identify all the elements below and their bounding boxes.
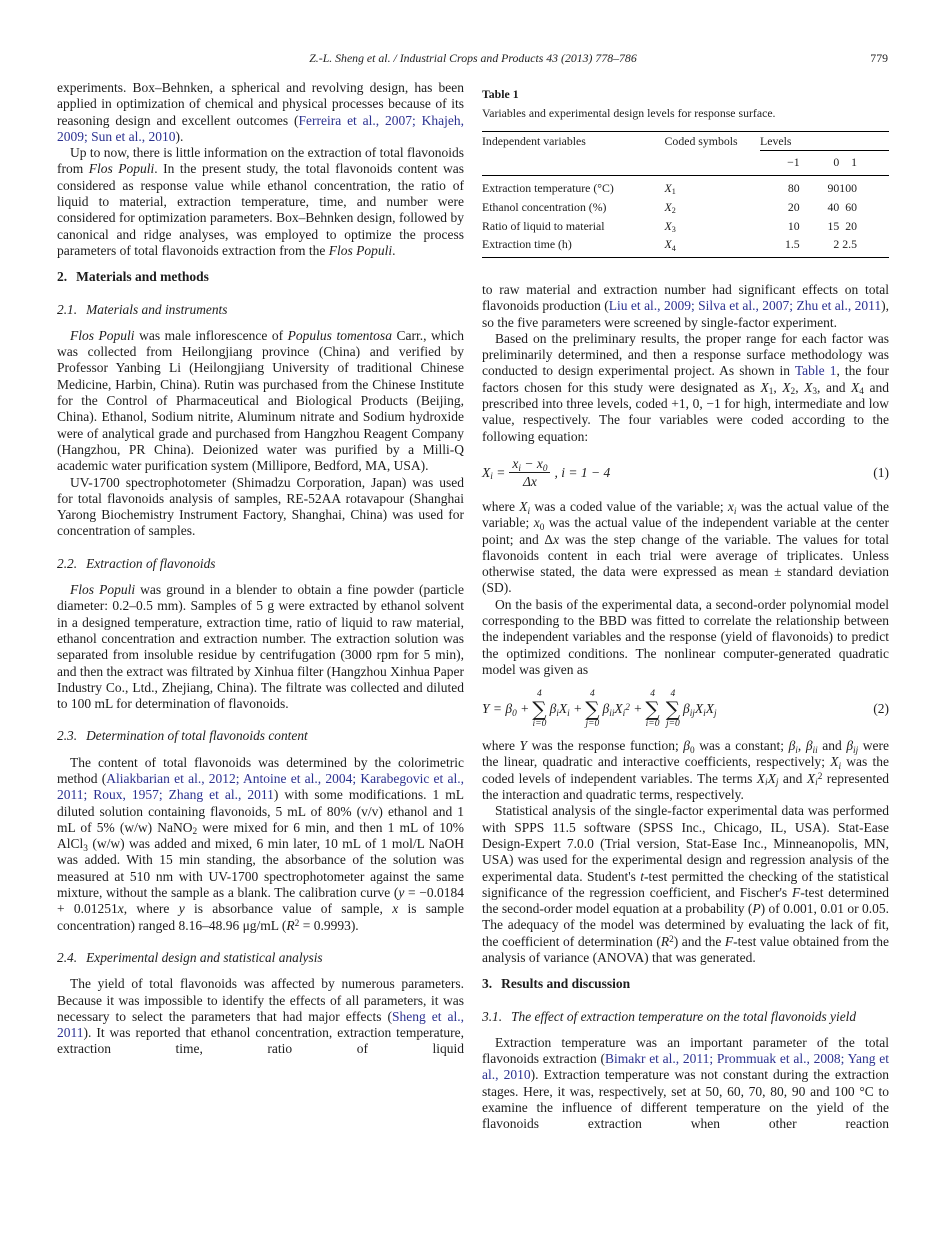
sum-upper-limit: 4 xyxy=(650,689,655,700)
text-run: Flos Populi xyxy=(328,242,393,258)
text-run: β xyxy=(788,738,796,754)
cell-symbol xyxy=(665,176,760,198)
equation-term xyxy=(603,701,643,717)
paragraph xyxy=(482,597,889,678)
text-run: 2 xyxy=(669,935,674,946)
text-run: y xyxy=(398,885,405,901)
section-number: 2.4. xyxy=(57,949,78,965)
text-run: X xyxy=(756,770,766,786)
text-run: UV-1700 spectrophotometer (Shimadzu Corporation, Japan) was used for total flavonoids analysis of samples, RE-52AA rotavapour (Shanghai Yarong Biochemistry Instrument Factory, Shanghai, China) was used for concentration of samples. xyxy=(57,474,464,539)
cell-variable: Ratio of liquid to material xyxy=(482,218,605,233)
text-run: On the basis of the experimental data, a second-order polynomial model corresponding to the BBD was fitted to correlate the relationship between the independent variables and the response (yield of flavonoids) to predict the optimized conditions. The nonlinear computer-generated quadratic model was given as xyxy=(482,596,889,677)
text-run: was the response function; xyxy=(527,738,684,754)
section-number: 2. xyxy=(57,269,68,285)
text-run: 2 xyxy=(192,827,198,838)
paragraph xyxy=(482,331,889,445)
sum-upper-limit: 4 xyxy=(537,689,542,700)
cell-value: 10 xyxy=(787,218,800,233)
table-1 xyxy=(482,86,889,258)
section-title: Determination of total flavonoids content xyxy=(86,728,308,744)
text-run: -test value obtained from the analysis of variance (ANOVA) that was generated. xyxy=(482,933,889,965)
text-run: Δx xyxy=(522,474,537,490)
cell-value: 2.5 xyxy=(842,237,857,252)
text-run: Extraction temperature was an important parameter of the total flavonoids extraction ( xyxy=(482,1034,889,1067)
equation-body xyxy=(482,689,867,729)
summation-sign xyxy=(585,689,599,729)
text-run: 4 xyxy=(671,243,676,253)
text-run: x xyxy=(727,499,734,514)
sum-lower-limit: i=0 xyxy=(532,718,547,729)
text-run: ). Extraction temperature was not constant during the extraction stages. Here, it was, respectively, set at 50, 60, 70, 80, 90 and 100 °C to examine the influence of different temperature on the yield of the flavonoids extraction when other reaction xyxy=(482,1067,889,1132)
paragraph xyxy=(57,328,464,475)
cell-value: 40 xyxy=(827,199,840,214)
text-run: was male inflorescence of xyxy=(134,327,288,343)
text-run: The content of total flavonoids was determined by the colorimetric method ( xyxy=(57,754,464,786)
text-run: 2 xyxy=(294,919,300,930)
equation-number: (1) xyxy=(873,464,889,480)
text-run: X xyxy=(806,770,816,786)
fraction-numerator xyxy=(509,456,550,474)
text-run: X xyxy=(851,379,860,395)
subsection-heading-effect-of-extraction-temperature xyxy=(482,1009,889,1025)
text-run: X xyxy=(694,701,704,717)
text-run: X xyxy=(664,181,672,196)
text-run: 1 xyxy=(671,187,676,197)
text-run: X xyxy=(664,199,672,214)
summation-sign xyxy=(645,689,659,729)
text-run: i xyxy=(527,506,531,517)
text-run: x xyxy=(536,455,543,471)
text-run: ) of 0.001, 0.01 or 0.05. The adequacy of the model was determined by evaluating the lack of fit, the coefficient of determination ( xyxy=(482,901,889,949)
text-run: Y xyxy=(482,701,490,717)
text-run: Carr., which was collected from Heilongjiang province (China) and verified by Professor Yanbing Li (Heilongjiang University of traditional Chinese Medicine, Harbin, China). Rutin was purchased from the Chinese Institute for the Control of Pharmaceutical and Biological Products (Beijing, China). Ethanol, Sodium nitrite, Aluminum nitrate and Sodium hydroxide were of analytical grade and purchased from Hangzhou Reagent Company (Hangzhou, PR China). Deionized water was purified by a Milli-Q academic water purification system (Millipore, Bedford, MA, USA). xyxy=(57,327,465,474)
text-run: = xyxy=(492,464,506,480)
text-run: Populus tomentosa xyxy=(287,327,392,343)
section-number: 2.3. xyxy=(57,728,78,744)
paragraph xyxy=(482,1035,889,1133)
sigma-symbol: ∑ xyxy=(645,696,660,721)
cell-value: 100 xyxy=(839,181,857,196)
section-title: Results and discussion xyxy=(501,976,631,992)
text-run: to raw material and extraction number had significant effects on total flavonoids production ( xyxy=(482,282,889,314)
subsection-heading-determination-total-flavonoids xyxy=(57,728,464,744)
paragraph xyxy=(57,755,464,934)
cell-value: 90 xyxy=(827,181,840,196)
text-run: i xyxy=(490,472,493,483)
equation-2 xyxy=(482,689,889,729)
text-run: 0 xyxy=(689,745,695,756)
paragraph xyxy=(482,738,889,803)
text-run: i xyxy=(815,778,818,789)
text-run: j xyxy=(775,778,779,789)
right-column xyxy=(482,80,889,1133)
text-run: X xyxy=(614,701,623,717)
text-run: 2 xyxy=(817,772,823,783)
text-run: , and xyxy=(817,379,852,395)
fraction xyxy=(509,456,550,490)
column-header-coded-symbols: Coded symbols xyxy=(665,131,760,175)
text-run: R xyxy=(286,917,295,933)
cell-value: 20 xyxy=(787,199,800,214)
cell-value: 1.5 xyxy=(784,237,800,252)
text-run: was the step change of the variable. The values for total flavonoids content in each trial were average of triplicates. Unless otherwise stated, the data were expressed as mean ± standard deviation (SD). xyxy=(482,531,889,596)
text-run: i xyxy=(622,708,626,719)
text-run: Up to now, there is little information on the extraction of total flavonoids from xyxy=(57,145,464,177)
text-run: ij xyxy=(853,745,859,756)
cell-value: 2 xyxy=(833,237,840,252)
text-run: − xyxy=(520,455,537,471)
text-run: β xyxy=(602,701,610,717)
citation-link[interactable]: Aliakbarian et al., 2012; Antoine et al., 2004; Karabegovic et al., 2011; Roux, 1957; Zhang et al., 2011 xyxy=(57,770,464,803)
paragraph xyxy=(482,282,889,331)
cell-value: 80 xyxy=(787,181,800,196)
paragraph xyxy=(57,145,464,259)
text-run: x xyxy=(553,531,560,547)
cell-variable: Extraction temperature (°C) xyxy=(482,181,614,196)
text-run: ), so the five parameters were screened by single-factor experiment. xyxy=(482,298,889,330)
text-run: Flos Populi xyxy=(88,161,155,177)
text-run: 0 xyxy=(539,522,545,533)
running-head: Z.-L. Sheng et al. / Industrial Crops and Products 43 (2013) 778–786 xyxy=(309,51,637,65)
text-run: i xyxy=(733,506,737,517)
text-run: . xyxy=(392,242,396,258)
sigma-symbol: ∑ xyxy=(532,696,547,721)
sum-lower-limit: i=0 xyxy=(645,718,660,729)
text-run: i xyxy=(765,778,768,789)
text-run: R xyxy=(660,933,670,949)
level-label-0: 0 xyxy=(800,151,840,176)
text-run: 3 xyxy=(83,843,88,854)
text-run: x xyxy=(392,901,399,917)
cell-symbol xyxy=(665,217,760,236)
text-run: was a constant; xyxy=(694,738,789,754)
text-run: ). xyxy=(175,128,184,144)
text-run: -test permitted the checking of the statistical significance of the regression coefficient, and Fischer's xyxy=(482,868,889,900)
citation-link[interactable]: Table 1 xyxy=(794,363,837,379)
sum-upper-limit: 4 xyxy=(590,689,595,700)
text-run: was the coded levels of independent variables. The terms xyxy=(482,754,889,786)
text-run: x xyxy=(533,515,540,531)
text-run: . In the present study, the total flavonoids content was considered as response value while ethanol concentration, the ratio of liquid to material, extraction temperature, time, and number were considered for optimization parameters. Box–Behnken design, followed by canonical and ridge analyses, was employed to optimize the process parameters of total flavonoids extraction from the xyxy=(57,161,464,258)
citation-link[interactable]: Liu et al., 2009; Silva et al., 2007; Zhu et al., 2011 xyxy=(608,298,882,314)
text-run: is absorbance value of sample, xyxy=(184,901,393,917)
text-run: X xyxy=(705,701,714,717)
cell-variable: Extraction time (h) xyxy=(482,237,572,252)
text-run: β xyxy=(846,738,854,754)
text-run: x xyxy=(512,455,519,471)
citation-link[interactable]: Ferreira et al., 2007; Khajeh, 2009; Sun et al., 2010 xyxy=(57,112,464,144)
text-run: The yield of total flavonoids was affected by numerous parameters. Because it was impossible to identify the effects of all parameters, it was necessary to select the parameters that had major effects ( xyxy=(57,976,464,1024)
text-run: X xyxy=(482,464,491,480)
equation-number: (2) xyxy=(873,701,889,717)
text-run: 0 xyxy=(512,708,517,719)
text-run: + xyxy=(629,701,643,717)
cell-value: 60 xyxy=(845,199,857,214)
table-1-grid xyxy=(482,131,889,258)
paragraph xyxy=(57,582,464,712)
equation-term xyxy=(683,701,717,717)
table-label: Table 1 xyxy=(482,87,519,101)
text-run: is sample concentration) ranged 8.16–48.96 μg/mL ( xyxy=(57,901,465,933)
section-title: Materials and instruments xyxy=(86,301,228,317)
sigma-symbol: ∑ xyxy=(665,696,680,721)
text-run: y xyxy=(178,901,185,917)
text-run: = −0.0184 + 0.01251 xyxy=(57,885,464,917)
paragraph xyxy=(57,475,464,540)
left-column xyxy=(57,80,464,1058)
text-run: Statistical analysis of the single-factor experimental data was performed with SPPS 11.5 software (SPSS Inc., Chicago, IL, USA). Stat-Ease Design-Expert 7.0.0 (Trial version, Stat-Ease Inc., Minneanopolis, MN, USA) was used for the experimental design and regression analysis of the experimental data. Student's xyxy=(482,803,889,884)
text-run: = 0.9993). xyxy=(299,917,359,933)
text-run: 2 xyxy=(790,387,796,398)
text-run: Flos Populi xyxy=(70,327,135,343)
text-run: where xyxy=(482,738,520,754)
text-run: β xyxy=(682,701,690,717)
table-caption: Variables and experimental design levels for response surface. xyxy=(482,106,776,121)
fraction-denominator xyxy=(520,473,540,490)
equation-term xyxy=(550,701,583,717)
section-heading-results-and-discussion xyxy=(482,976,889,992)
text-run: , where xyxy=(123,901,179,917)
equation-tail xyxy=(554,465,610,481)
citation-link[interactable]: Bimakr et al., 2011; Prommuak et al., 2008; Yang et al., 2010 xyxy=(482,1051,889,1083)
text-run: was a coded value of the variable; xyxy=(530,499,728,514)
text-run: , i = 1 − 4 xyxy=(554,464,611,480)
text-run: X xyxy=(664,218,672,233)
text-run: (w/w) was added and mixed, 6 min later, 10 mL of 1 mol/L NaOH was added. With 15 min standing, the absorbance of the solution was measured at 510 nm with UV-1700 spectrophotometer against the same mixture, without the sample as a blank. The calibration curve ( xyxy=(57,836,464,901)
cell-variable: Ethanol concentration (%) xyxy=(482,199,607,214)
sigma-symbol: ∑ xyxy=(585,696,600,721)
text-run: β xyxy=(549,701,557,717)
page-number: 779 xyxy=(870,51,888,65)
subsection-heading-experimental-design xyxy=(57,950,464,966)
text-run: , xyxy=(797,738,806,754)
text-run: i xyxy=(567,708,570,719)
text-run: 0 xyxy=(542,463,548,474)
text-run: ij xyxy=(689,708,695,719)
text-run: ) with some modifications. 1 mL diluted solution containing flavonoids, 5 mL of 80% (v/v) ethanol and 1 mL of 5% (w/w) NaNO xyxy=(57,787,464,835)
text-run: ). It was reported that ethanol concentration, extraction temperature, extraction time, ratio of liquid xyxy=(57,1025,464,1057)
sum-lower-limit: j=0 xyxy=(665,718,680,729)
text-run: X xyxy=(782,379,791,395)
equation-body xyxy=(482,456,867,490)
text-run: 3 xyxy=(812,387,818,398)
paragraph xyxy=(57,80,464,145)
text-run: X xyxy=(664,237,672,252)
text-run: Y xyxy=(519,738,528,754)
text-run: 2 xyxy=(671,206,676,216)
text-run: j xyxy=(713,708,717,719)
section-number: 2.2. xyxy=(57,555,78,571)
column-header-levels: Levels xyxy=(760,131,889,151)
text-run: X xyxy=(519,499,528,514)
text-run: F xyxy=(724,933,734,949)
section-heading-materials-and-methods xyxy=(57,269,464,285)
text-run: , the four factors chosen for this study were designated as xyxy=(482,363,889,395)
text-run: and prescribed into three levels, coded +1, 0, −1 for high, intermediate and low value, respectively. The four variables were coded according to the following equation: xyxy=(482,379,889,444)
text-run: and xyxy=(817,738,847,754)
table-row xyxy=(482,198,889,217)
text-run: = xyxy=(489,701,506,717)
text-run: x xyxy=(117,901,124,917)
text-run: was the actual value of the variable; xyxy=(482,499,889,531)
text-run: X xyxy=(830,754,839,770)
text-run: was the actual value of the independent variable at the center point; and Δ xyxy=(482,515,889,547)
text-run: represented the interaction and quadratic terms, respectively. xyxy=(482,770,889,803)
text-run: Based on the preliminary results, the proper range for each factor was preliminarily determined, and then a response surface methodology was conducted to design experimental project. As shown in xyxy=(482,330,889,379)
text-run: , xyxy=(773,379,783,395)
text-run: ) and the xyxy=(673,933,725,949)
text-run: were mixed for 6 min, and then 1 mL of 10% AlCl xyxy=(57,819,465,852)
text-run: i xyxy=(556,708,559,719)
text-run: were the linear, quadratic and interactive coefficients, respectively; xyxy=(482,738,889,770)
section-number: 3. xyxy=(482,976,493,992)
subsection-heading-extraction-of-flavonoids xyxy=(57,556,464,572)
summation-sign xyxy=(532,689,546,729)
equation-lhs xyxy=(482,465,505,481)
section-number: 2.1. xyxy=(57,301,78,317)
paragraph xyxy=(482,803,889,966)
text-run: X xyxy=(767,770,776,786)
text-run: i xyxy=(795,745,798,756)
text-run: 1 xyxy=(768,387,774,398)
cell-value: 20 xyxy=(845,218,857,233)
text-run: was ground in a blender to obtain a fine powder (particle diameter: 0.2–0.5 mm). Samples of 5 g were extracted by ethanol solvent in a designed temperature, extraction time, ratio of liquid to raw material, ethanol concentration and extraction number. The extraction solution was separated from insoluble residue by centrifugation (3000 rpm for 5 min), and then the extract was filtrated by Xinhua filter (Hangzhou Xinhua Paper Industry Co., Ltd., Zhejiang, China). The filtrate was collected and diluted to 100 mL for determination of flavonoids. xyxy=(57,582,464,712)
text-run: β xyxy=(505,701,513,717)
text-run: 3 xyxy=(671,224,676,234)
section-title: The effect of extraction temperature on the total flavonoids yield xyxy=(511,1008,857,1024)
text-run: i xyxy=(703,708,706,719)
section-number: 3.1. xyxy=(482,1008,503,1024)
cell-symbol xyxy=(665,235,760,257)
subsection-heading-materials-instruments xyxy=(57,302,464,318)
summation-sign xyxy=(666,689,680,729)
text-run: X xyxy=(804,379,813,395)
equation-1 xyxy=(482,456,889,490)
section-title: Materials and methods xyxy=(76,269,209,285)
text-run: 4 xyxy=(859,387,864,398)
text-run: t xyxy=(640,868,645,884)
text-run: i xyxy=(838,762,842,773)
text-run: ii xyxy=(609,708,615,719)
column-header-independent-variables: Independent variables xyxy=(482,131,665,175)
text-run: X xyxy=(558,701,568,717)
text-run: experiments. Box–Behnken, a spherical and revolving design, has been applied in optimization of chemical and physical processes because of its reasoning design and excellent outcomes ( xyxy=(57,80,464,128)
table-row xyxy=(482,235,889,257)
text-run: ii xyxy=(812,745,818,756)
level-label-minus1: −1 xyxy=(760,151,800,176)
text-run: Flos Populi xyxy=(70,582,136,598)
paragraph xyxy=(57,976,464,1057)
section-title: Experimental design and statistical analysis xyxy=(86,949,323,965)
text-run: where xyxy=(482,499,520,514)
text-run: X xyxy=(760,379,769,395)
text-run: P xyxy=(752,901,761,917)
text-run: and xyxy=(778,770,807,786)
section-title: Extraction of flavonoids xyxy=(86,555,216,571)
cell-value: 15 xyxy=(827,218,840,233)
table-row xyxy=(482,217,889,236)
text-run: -test determined the second-order model equation at a probability ( xyxy=(482,884,890,917)
text-run: , xyxy=(795,379,805,395)
text-run: + xyxy=(569,701,583,717)
text-run: β xyxy=(805,738,813,754)
cell-symbol xyxy=(665,198,760,217)
text-run: F xyxy=(791,884,801,900)
text-run: β xyxy=(683,738,690,754)
citation-link[interactable]: Sheng et al., 2011 xyxy=(57,1008,464,1041)
level-label-1: 1 xyxy=(839,151,889,176)
equation-term xyxy=(482,701,529,717)
text-run: 2 xyxy=(625,702,630,713)
table-row xyxy=(482,176,889,198)
sum-upper-limit: 4 xyxy=(670,689,676,700)
text-run: i xyxy=(518,463,521,474)
text-run: + xyxy=(516,701,530,717)
sum-lower-limit: j=0 xyxy=(585,718,600,729)
paragraph xyxy=(482,499,889,597)
